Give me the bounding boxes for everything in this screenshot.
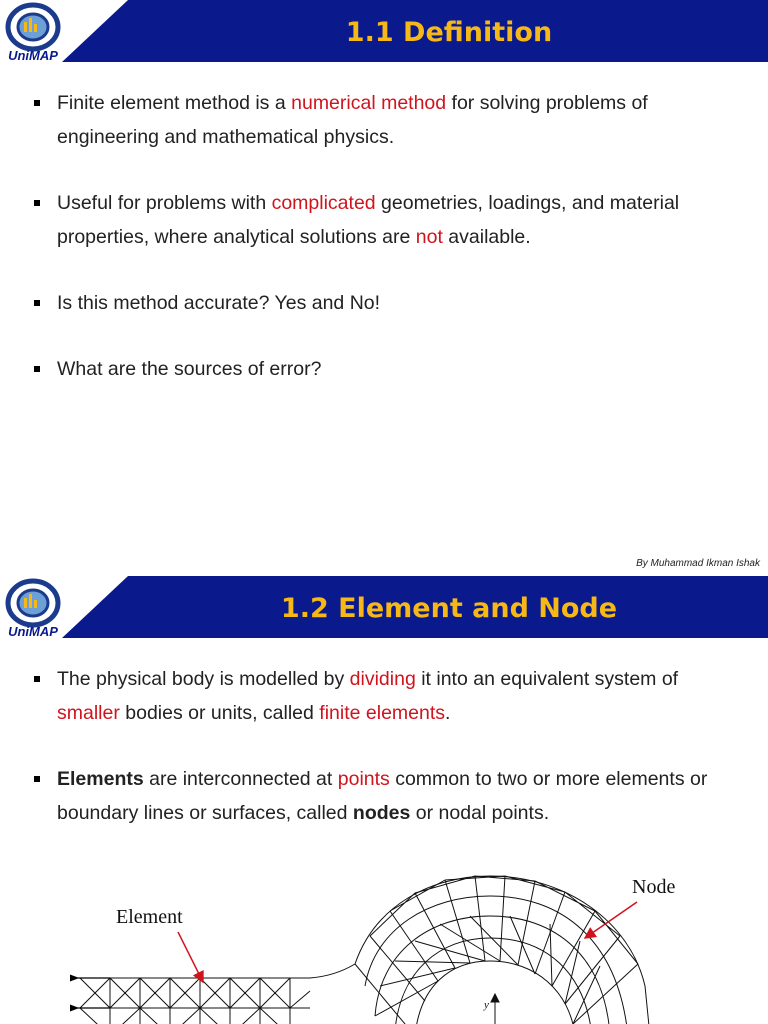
bullet-item: Finite element method is a numerical method for solving problems of engineering and mathematical physics. — [32, 86, 732, 154]
page-title: 1.1 Definition — [345, 17, 553, 48]
svg-text:UniMAP: UniMAP — [8, 48, 58, 63]
node-label: Node — [632, 876, 676, 898]
y-axis-label: y — [484, 999, 489, 1011]
slide-header — [0, 576, 768, 638]
bullet-icon — [34, 676, 40, 682]
bullet-item: Useful for problems with complicated geometries, loadings, and material properties, where analytical solutions are not available. — [32, 186, 732, 254]
unimap-logo — [2, 578, 64, 640]
mesh-figure — [70, 866, 710, 1024]
bullet-icon — [34, 776, 40, 782]
node-pointer-arrow — [585, 902, 637, 938]
mesh-lines — [80, 876, 650, 1024]
page-title: 1.2 Element and Node — [280, 593, 618, 624]
bullet-item: The physical body is modelled by dividing it into an equivalent system of smaller bodies or units, called finite elements. — [32, 662, 732, 730]
author-credit: By Muhammad Ikman Ishak — [636, 558, 760, 569]
element-pointer-arrow — [178, 932, 203, 982]
bullet-item: What are the sources of error? — [32, 352, 732, 386]
bullet-list — [32, 86, 732, 418]
bullet-list — [32, 662, 732, 862]
bullet-icon — [34, 200, 40, 206]
element-label: Element — [116, 906, 183, 928]
bullet-item: Is this method accurate? Yes and No! — [32, 286, 732, 320]
bullet-icon — [34, 366, 40, 372]
svg-text:UniMAP: UniMAP — [8, 624, 58, 639]
bullet-icon — [34, 300, 40, 306]
bullet-item: Elements are interconnected at points common to two or more elements or boundary lines or surfaces, called nodes or nodal points. — [32, 762, 732, 830]
slide-2 — [0, 576, 768, 1024]
bullet-icon — [34, 100, 40, 106]
slide-header — [0, 0, 768, 62]
unimap-logo — [2, 2, 64, 64]
